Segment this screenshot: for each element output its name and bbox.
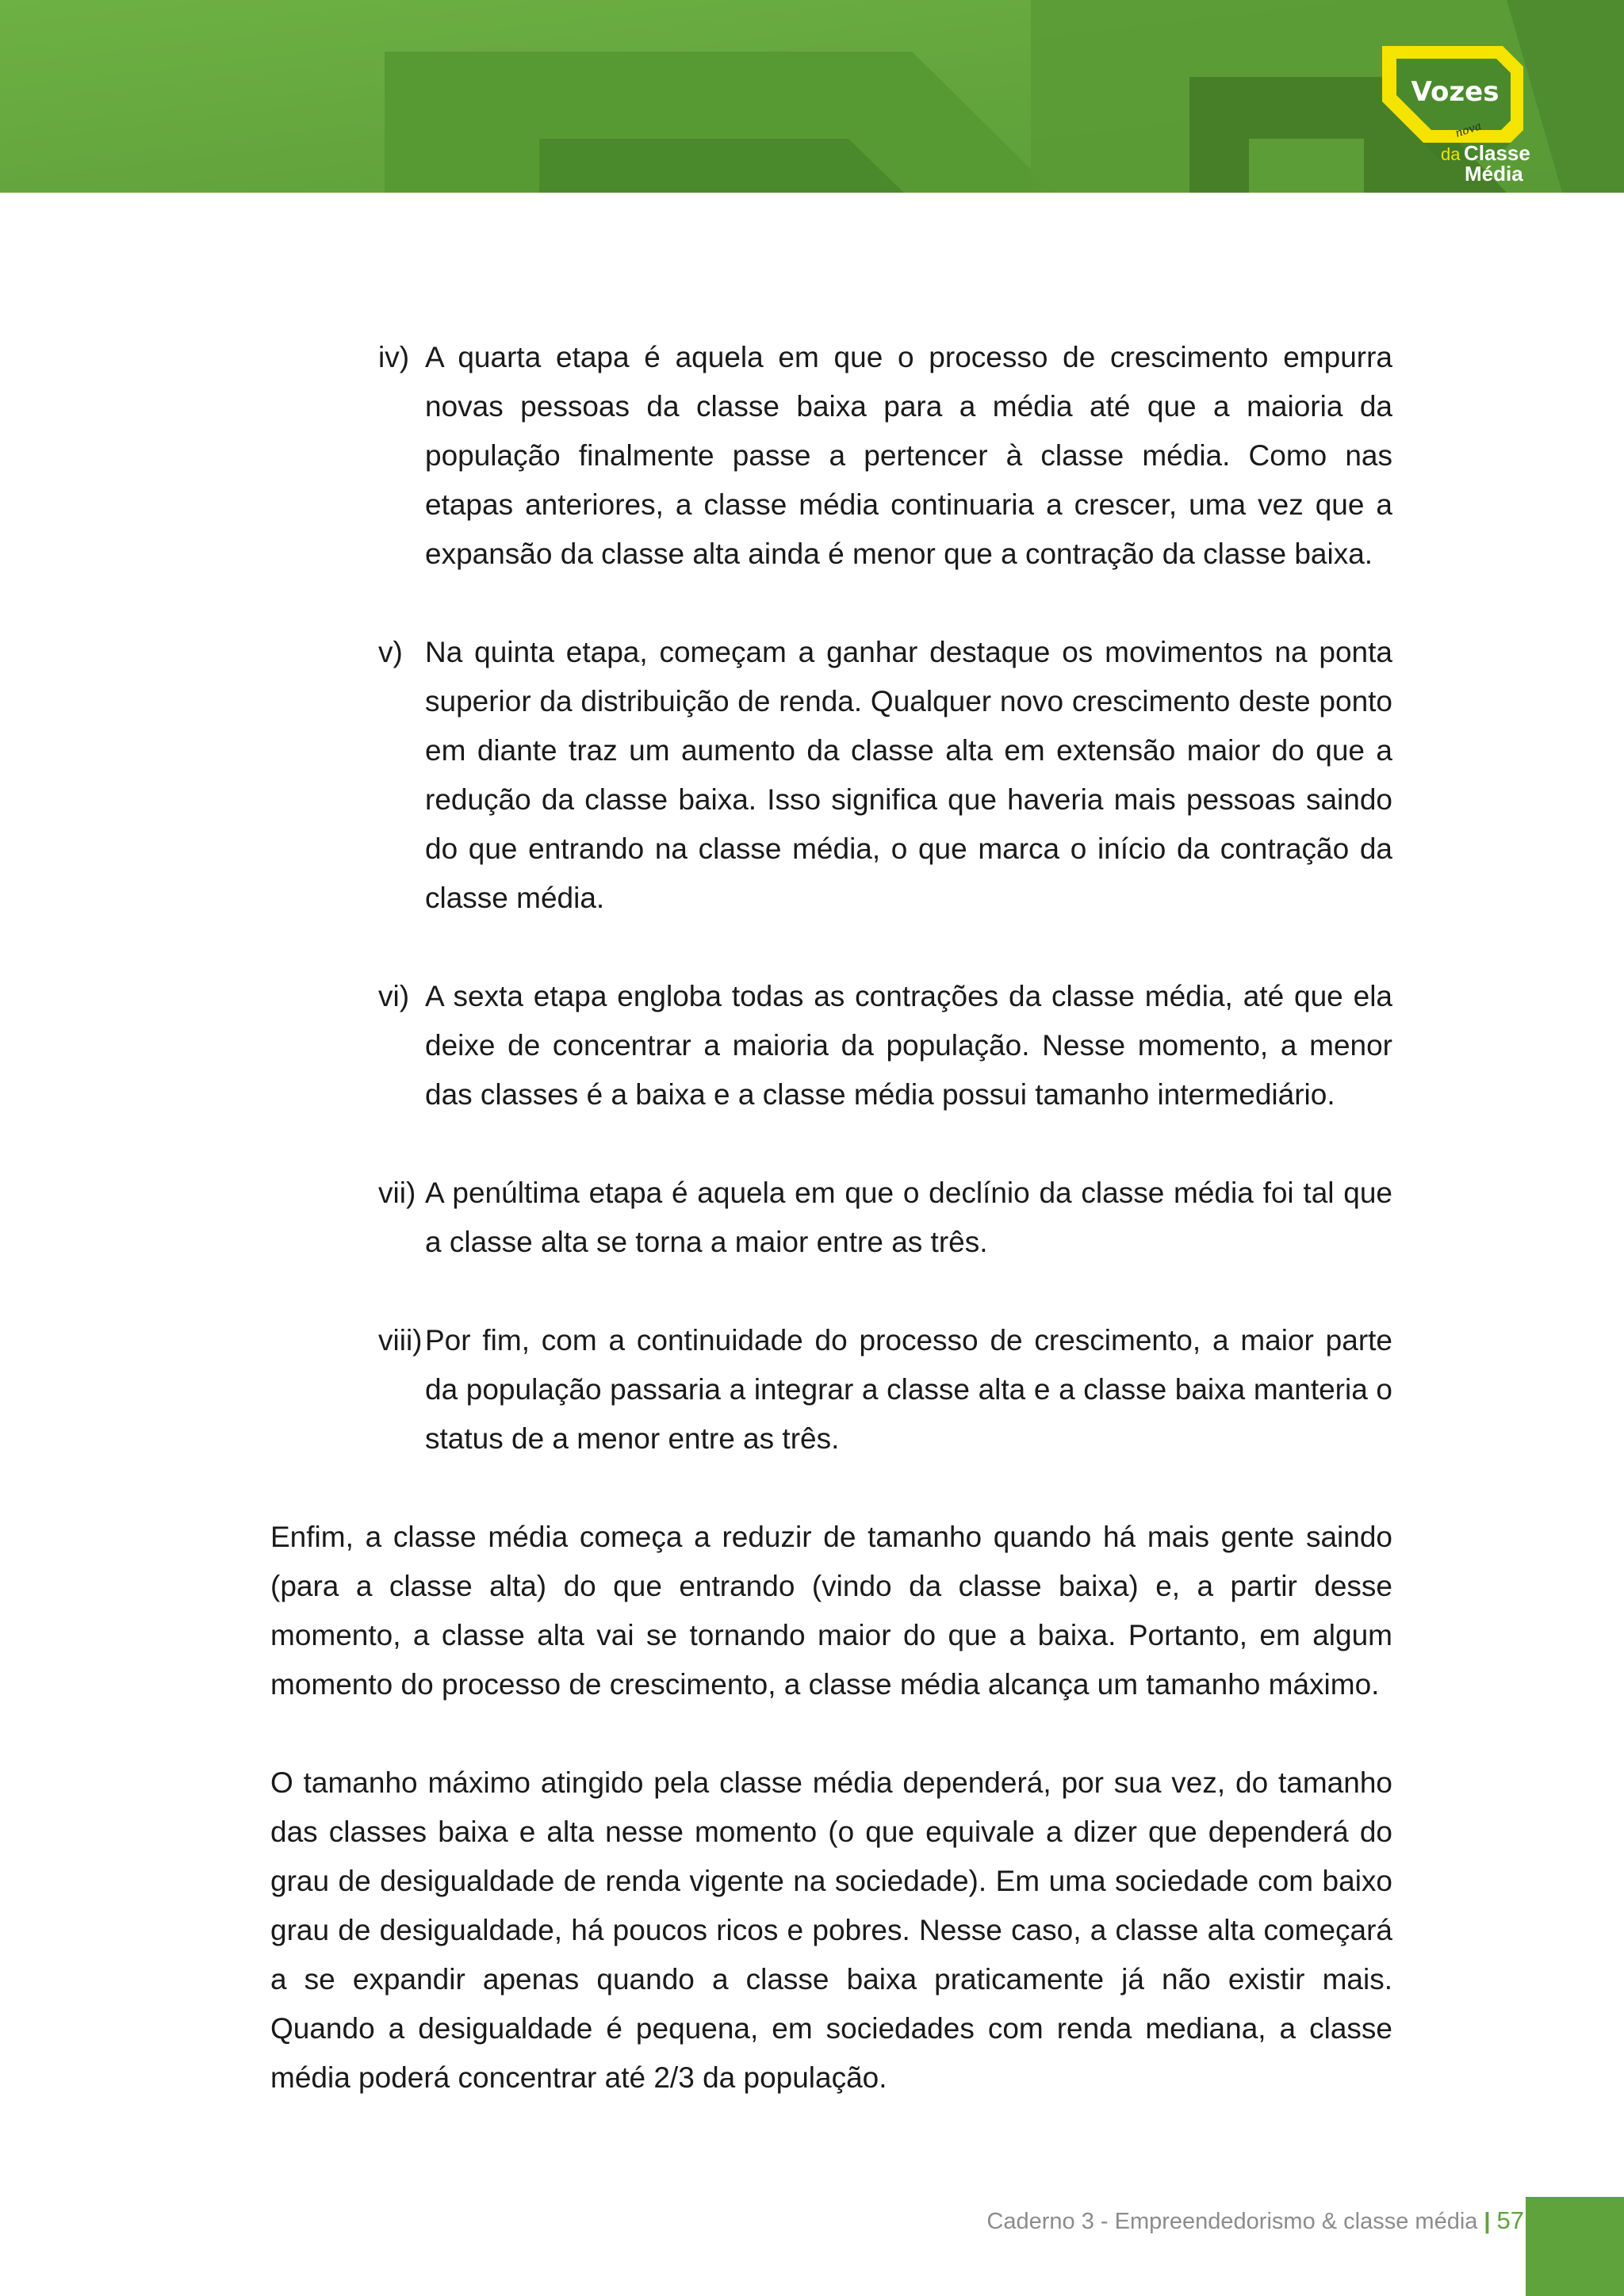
vozes-logo bbox=[1376, 41, 1534, 184]
logo-da-text: da bbox=[1441, 144, 1461, 164]
list-marker: vii) bbox=[378, 1177, 416, 1209]
logo-vozes-text: Vozes bbox=[1411, 76, 1500, 108]
list-text: A quarta etapa é aquela em que o processo de crescimento empurra novas pessoas da classe baixa para a média até que a maioria da população finalmente passe a pertencer à classe média. Como nas etapas anteriores, a classe média continuaria a crescer, uma vez que a expansão da classe alta ainda é menor que a contração da classe baixa. bbox=[425, 341, 1392, 570]
list-marker: viii) bbox=[378, 1324, 423, 1357]
list-marker: vi) bbox=[378, 980, 410, 1012]
page-footer bbox=[986, 2201, 1524, 2241]
list-text: Por fim, com a continuidade do processo de crescimento, a maior parte da população passaria a integrar a classe alta e a classe baixa manteria o status de a menor entre as três. bbox=[425, 1324, 1392, 1455]
header-banner bbox=[0, 0, 1624, 193]
list-item bbox=[0, 628, 1392, 923]
logo-media-text: Média bbox=[1465, 162, 1523, 186]
footer-caption: Caderno 3 - Empreendedorismo & classe média bbox=[986, 2209, 1478, 2234]
list-text: A penúltima etapa é aquela em que o declínio da classe média foi tal que a classe alta se torna a maior entre as três. bbox=[425, 1177, 1392, 1258]
body-paragraph: Enfim, a classe média começa a reduzir de tamanho quando há mais gente saindo (para a classe alta) do que entrando (vindo da classe baixa) e, a partir desse momento, a classe alta vai se tornando maior do que a baixa. Portanto, em algum momento do processo de crescimento, a classe média alcança um tamanho máximo. bbox=[270, 1521, 1392, 1701]
logo-nova-text: nova bbox=[1454, 120, 1484, 140]
footer-green-block bbox=[1526, 2197, 1624, 2296]
list-text: Na quinta etapa, começam a ganhar destaque os movimentos na ponta superior da distribuição de renda. Qualquer novo crescimento deste ponto em diante traz um aumento da classe alta em extensão maior do que a redução da classe baixa. Isso significa que haveria mais pessoas saindo do que entrando na classe média, o que marca o início da contração da classe média. bbox=[425, 636, 1392, 914]
list-item bbox=[0, 972, 1392, 1119]
page-number: 57 bbox=[1496, 2206, 1524, 2234]
footer-separator: | bbox=[1484, 2209, 1491, 2234]
list-text: A sexta etapa engloba todas as contrações da classe média, até que ela deixe de concentrar a maioria da população. Nesse momento, a menor das classes é a baixa e a classe média possui tamanho intermediário. bbox=[425, 980, 1392, 1111]
list-item bbox=[0, 1316, 1392, 1464]
list-item bbox=[0, 333, 1392, 579]
main-content bbox=[270, 333, 1392, 2152]
logo-classe-text: Classe bbox=[1464, 141, 1530, 165]
list-marker: v) bbox=[378, 636, 403, 668]
list-item bbox=[0, 1169, 1392, 1267]
list-marker: iv) bbox=[378, 341, 410, 373]
body-paragraph: O tamanho máximo atingido pela classe média dependerá, por sua vez, do tamanho das classes baixa e alta nesse momento (o que equivale a dizer que dependerá do grau de desigualdade de renda vigente na sociedade). Em uma sociedade com baixo grau de desigualdade, há poucos ricos e pobres. Nesse caso, a classe alta começará a se expandir apenas quando a classe baixa praticamente já não existir mais. Quando a desigualdade é pequena, em sociedades com renda mediana, a classe média poderá concentrar até 2/3 da população. bbox=[270, 1766, 1392, 2094]
